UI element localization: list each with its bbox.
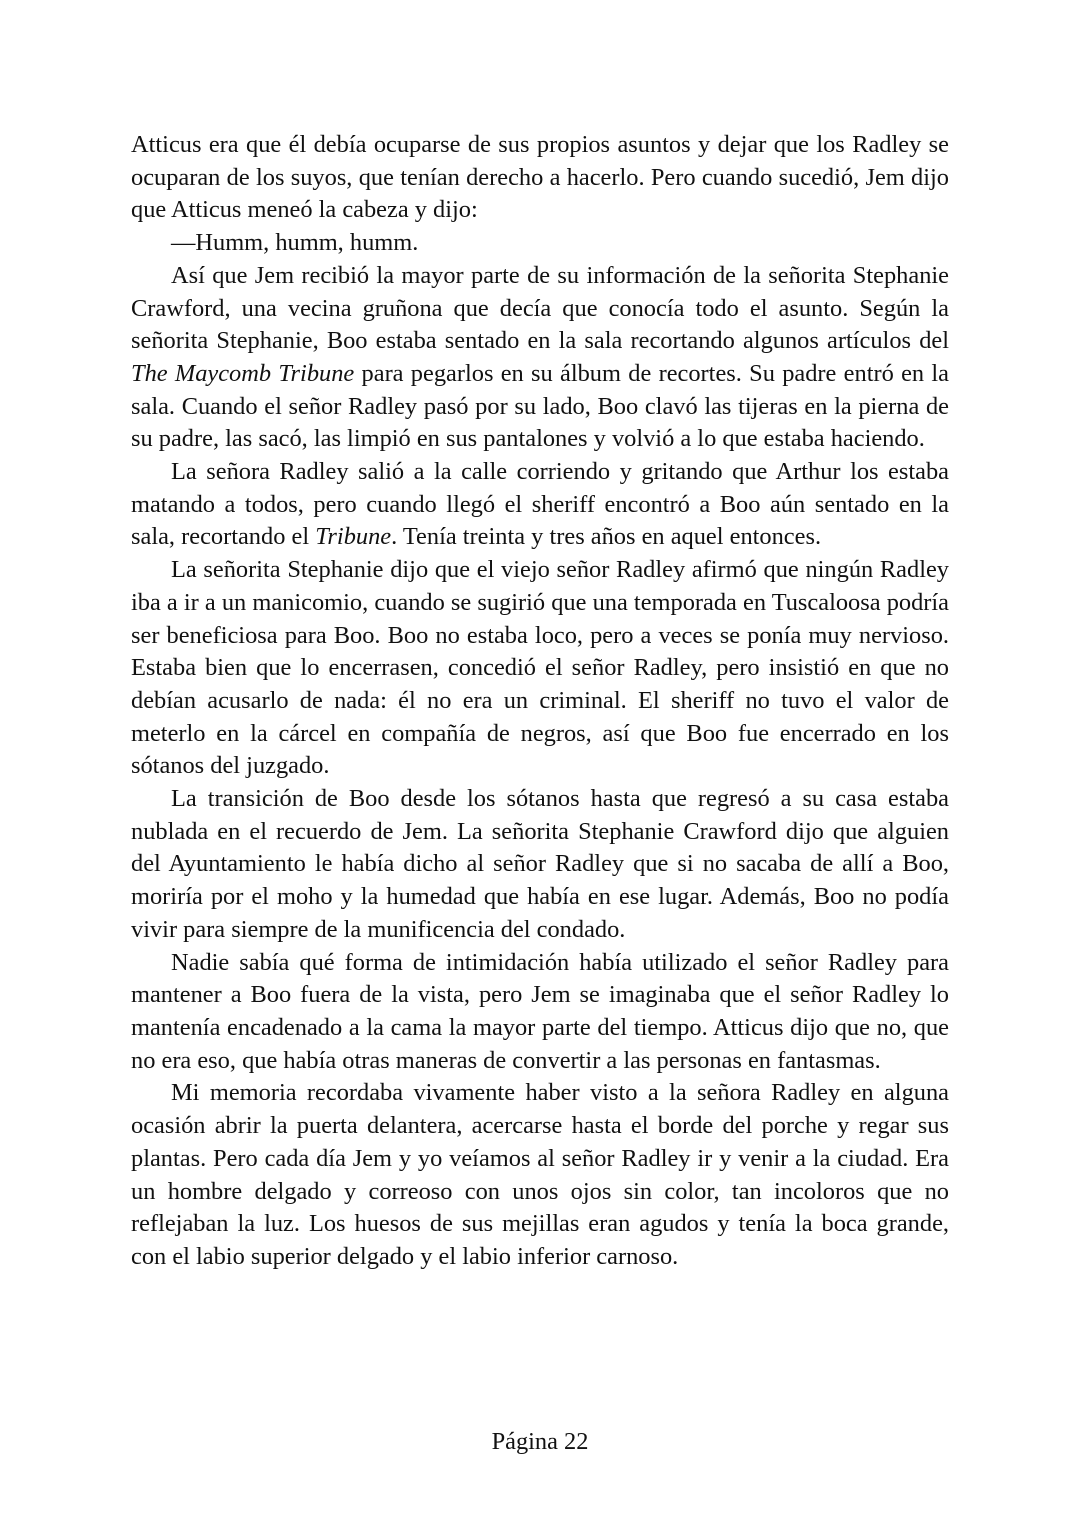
text-segment: Así que Jem recibió la mayor parte de su información de la señorita Stephanie Crawford, una vecina gruñona que decía que conocía todo el asunto. Según la señorita Stephanie, Boo estaba sentado en la sala recortando algunos artículos del — [131, 261, 949, 355]
paragraph — [131, 554, 949, 783]
paragraph — [131, 947, 949, 1078]
italic-title: The Maycomb Tribune — [131, 359, 355, 387]
paragraph — [131, 783, 949, 947]
body-text — [131, 129, 949, 1274]
text-segment: Atticus era que él debía ocuparse de sus propios asuntos y dejar que los Radley se ocuparan de los suyos, que tenían derecho a hacerlo. Pero cuando sucedió, Jem dijo que Atticus meneó la cabeza y dijo: — [131, 131, 949, 224]
paragraph — [131, 456, 949, 554]
text-segment: La señorita Stephanie dijo que el viejo señor Radley afirmó que ningún Radley iba a ir a un manicomio, cuando se sugirió que una temporada en Tuscaloosa podría ser beneficiosa para Boo. Boo no estaba loco, pero a veces se ponía muy nervioso. Estaba bien que lo encerrasen, concedió el señor Radley, pero insistió en que no debían acusarlo de nada: él no era un criminal. El sheriff no tuvo el valor de meterlo en la cárcel en compañía de negros, así que Boo fue encerrado en los sótanos del juzgado. — [131, 556, 949, 780]
text-segment: La transición de Boo desde los sótanos hasta que regresó a su casa estaba nublada en el recuerdo de Jem. La señorita Stephanie Crawford dijo que alguien del Ayuntamiento le había dicho al señor Radley que si no sacaba de allí a Boo, moriría por el moho y la humedad que había en ese lugar. Además, Boo no podía vivir para siempre de la munificencia del condado. — [131, 785, 949, 943]
paragraph — [131, 227, 949, 260]
italic-title: Tribune — [315, 523, 392, 551]
page-number: Página 22 — [491, 1428, 589, 1455]
text-segment: para pegarlos en su álbum de recortes. Su padre entró en la sala. Cuando el señor Radley pasó por su lado, Boo clavó las tijeras en la pierna de su padre, las sacó, las limpió en sus pantalones y volvió a lo que estaba haciendo. — [131, 359, 949, 453]
paragraph — [131, 129, 949, 227]
text-segment: . Tenía treinta y tres años en aquel entonces. — [391, 523, 822, 551]
text-segment: Nadie sabía qué forma de intimidación había utilizado el señor Radley para mantener a Boo fuera de la vista, pero Jem se imaginaba que el señor Radley lo mantenía encadenado a la cama la mayor parte del tiempo. Atticus dijo que no, que no era eso, que había otras maneras de convertir a las personas en fantasmas. — [131, 948, 949, 1074]
text-segment: —Humm, humm, humm. — [171, 229, 419, 257]
paragraph — [131, 260, 949, 456]
text-segment: La señora Radley salió a la calle corriendo y gritando que Arthur los estaba matando a todos, pero cuando llegó el sheriff encontró a Boo aún sentado en la sala, recortando el — [131, 458, 949, 551]
paragraph — [131, 1077, 949, 1273]
text-segment: Mi memoria recordaba vivamente haber visto a la señora Radley en alguna ocasión abrir la puerta delantera, acercarse hasta el borde del porche y regar sus plantas. Pero cada día Jem y yo veíamos al señor Radley ir y venir a la ciudad. Era un hombre delgado y correoso con unos ojos sin color, tan incoloros que no reflejaban la luz. Los huesos de sus mejillas eran agudos y tenía la boca grande, con el labio superior delgado y el labio inferior carnoso. — [131, 1079, 949, 1270]
